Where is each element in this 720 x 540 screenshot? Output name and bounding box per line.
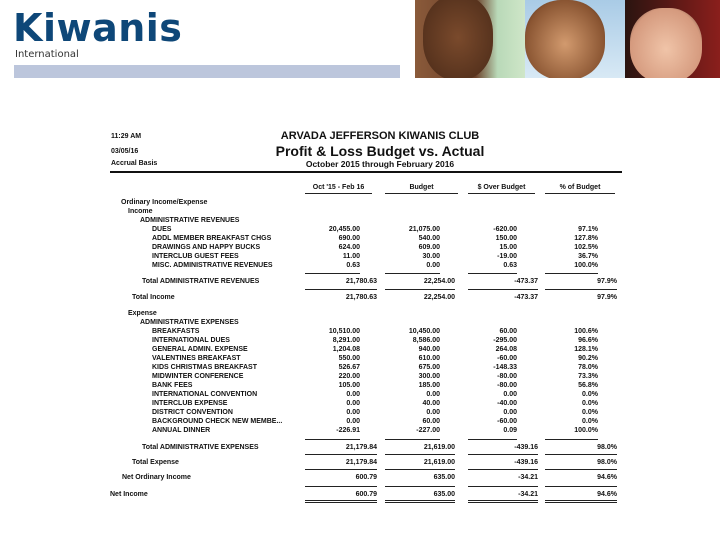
column-header-budget: Budget [385, 184, 458, 194]
row-label: INTERNATIONAL CONVENTION [152, 391, 258, 398]
row-label: Expense [128, 310, 157, 317]
row-label: BANK FEES [152, 382, 193, 389]
table-row [110, 390, 625, 399]
row-label: Net Income [110, 491, 148, 498]
cell-over-budget: -295.00 [493, 337, 517, 344]
report-time: 11:29 AM [111, 133, 142, 140]
row-label: INTERNATIONAL DUES [152, 337, 230, 344]
row-label: DUES [152, 226, 172, 233]
cell-budget: 0.00 [426, 409, 440, 416]
cell-actual: 21,179.84 [345, 459, 377, 466]
row-label: ANNUAL DINNER [152, 427, 211, 434]
cell-budget: 21,619.00 [423, 444, 455, 451]
report-basis: Accrual Basis [111, 160, 158, 167]
row-label: Ordinary Income/Expense [121, 199, 208, 206]
group-row [110, 318, 625, 327]
cell-over-budget: -439.16 [514, 444, 538, 451]
sub-total-row [110, 293, 625, 302]
row-label: Total ADMINISTRATIVE REVENUES [142, 278, 260, 285]
cell-budget: 609.00 [418, 244, 440, 251]
total-underline [305, 454, 377, 455]
total-underline [468, 439, 517, 440]
cell-over-budget: -19.00 [497, 253, 517, 260]
cell-budget: 22,254.00 [423, 278, 455, 285]
row-label: VALENTINES BREAKFAST [152, 355, 241, 362]
cell-over-budget: -34.21 [518, 491, 538, 498]
cell-actual: 220.00 [338, 373, 360, 380]
row-label: BREAKFASTS [152, 328, 200, 335]
cell-pct-budget: 127.8% [574, 235, 598, 242]
table-row [110, 234, 625, 243]
total-underline [305, 469, 377, 470]
total-underline [468, 289, 538, 290]
table-row [110, 381, 625, 390]
cell-pct-budget: 97.9% [597, 278, 617, 285]
cell-actual: 21,780.63 [345, 278, 377, 285]
cell-pct-budget: 102.5% [574, 244, 598, 251]
cell-pct-budget: 96.6% [578, 337, 598, 344]
cell-over-budget: -40.00 [497, 400, 517, 407]
table-row [110, 363, 625, 372]
cell-actual: 0.63 [346, 262, 360, 269]
cell-over-budget: 60.00 [499, 328, 517, 335]
row-label: BACKGROUND CHECK NEW MEMBE... [152, 418, 283, 425]
total-underline [468, 273, 517, 274]
company-name: ARVADA JEFFERSON KIWANIS CLUB [280, 130, 480, 142]
total-underline [385, 454, 455, 455]
kiwanis-logo: Kiwanis [13, 6, 183, 50]
table-row [110, 252, 625, 261]
total-underline [545, 486, 617, 487]
cell-budget: 10,450.00 [408, 328, 440, 335]
cell-pct-budget: 94.6% [597, 474, 617, 481]
cell-actual: -226.91 [336, 427, 360, 434]
total-underline [385, 469, 455, 470]
cell-pct-budget: 78.0% [578, 364, 598, 371]
cell-actual: 0.00 [346, 418, 360, 425]
row-label: DRAWINGS AND HAPPY BUCKS [152, 244, 261, 251]
total-underline [385, 486, 455, 487]
row-label: Total Income [132, 294, 175, 301]
cell-budget: 0.00 [426, 391, 440, 398]
total-underline [545, 469, 617, 470]
cell-actual: 690.00 [338, 235, 360, 242]
table-row [110, 336, 625, 345]
row-label: KIDS CHRISTMAS BREAKFAST [152, 364, 258, 371]
double-underline [468, 500, 538, 503]
cell-over-budget: 0.63 [503, 262, 517, 269]
cell-pct-budget: 36.7% [578, 253, 598, 260]
table-row [110, 408, 625, 417]
row-label: ADMINISTRATIVE REVENUES [140, 217, 240, 224]
double-underline [385, 500, 455, 503]
cell-pct-budget: 73.3% [578, 373, 598, 380]
table-row [110, 261, 625, 270]
cell-budget: 540.00 [418, 235, 440, 242]
total-underline [385, 439, 440, 440]
cell-budget: 675.00 [418, 364, 440, 371]
header-rule [110, 171, 622, 173]
total-underline [305, 439, 360, 440]
cell-budget: 30.00 [422, 253, 440, 260]
table-row [110, 426, 625, 435]
cell-over-budget: 0.00 [503, 409, 517, 416]
row-label: Total Expense [132, 459, 179, 466]
group-total-row [110, 443, 625, 452]
report-period: October 2015 through February 2016 [305, 159, 455, 169]
cell-actual: 550.00 [338, 355, 360, 362]
report-rows [110, 198, 625, 499]
cell-budget: 185.00 [418, 382, 440, 389]
row-label: INTERCLUB GUEST FEES [152, 253, 239, 260]
cell-budget: 940.00 [418, 346, 440, 353]
column-header-pct-budget: % of Budget [545, 184, 615, 194]
cell-pct-budget: 128.1% [574, 346, 598, 353]
cell-actual: 21,780.63 [345, 294, 377, 301]
cell-over-budget: -60.00 [497, 418, 517, 425]
cell-over-budget: -473.37 [514, 294, 538, 301]
cell-over-budget: -80.00 [497, 382, 517, 389]
cell-budget: 635.00 [433, 491, 455, 498]
cell-budget: 21,619.00 [423, 459, 455, 466]
total-underline [545, 273, 598, 274]
report-date: 03/05/16 [111, 148, 139, 155]
subsection-row [110, 309, 625, 318]
row-label: ADMINISTRATIVE EXPENSES [140, 319, 239, 326]
cell-pct-budget: 100.6% [574, 328, 598, 335]
sub-total-row [110, 458, 625, 467]
cell-actual: 21,179.84 [345, 444, 377, 451]
total-underline [545, 289, 617, 290]
group-row [110, 216, 625, 225]
cell-over-budget: -473.37 [514, 278, 538, 285]
cell-budget: 21,075.00 [408, 226, 440, 233]
cell-budget: 60.00 [422, 418, 440, 425]
cell-pct-budget: 90.2% [578, 355, 598, 362]
table-row [110, 345, 625, 354]
cell-budget: 635.00 [433, 474, 455, 481]
total-underline [468, 454, 538, 455]
cell-over-budget: 15.00 [499, 244, 517, 251]
cell-pct-budget: 100.0% [574, 427, 598, 434]
cell-over-budget: -148.33 [493, 364, 517, 371]
cell-pct-budget: 98.0% [597, 459, 617, 466]
row-label: DISTRICT CONVENTION [152, 409, 233, 416]
total-underline [468, 469, 538, 470]
cell-actual: 600.79 [355, 474, 377, 481]
cell-pct-budget: 56.8% [578, 382, 598, 389]
cell-actual: 105.00 [338, 382, 360, 389]
cell-actual: 1,204.08 [332, 346, 360, 353]
cell-over-budget: 0.00 [503, 391, 517, 398]
double-underline [305, 500, 377, 503]
total-underline [305, 273, 360, 274]
cell-budget: 0.00 [426, 262, 440, 269]
cell-pct-budget: 100.0% [574, 262, 598, 269]
cell-over-budget: 0.09 [503, 427, 517, 434]
cell-over-budget: -439.16 [514, 459, 538, 466]
cell-over-budget: -80.00 [497, 373, 517, 380]
cell-pct-budget: 0.0% [582, 391, 598, 398]
cell-over-budget: -60.00 [497, 355, 517, 362]
section-total-row [110, 473, 625, 482]
column-header-actual: Oct '15 - Feb 16 [305, 184, 372, 194]
cell-actual: 11.00 [342, 253, 360, 260]
table-row [110, 327, 625, 336]
double-underline [545, 500, 617, 503]
table-row [110, 225, 625, 234]
cell-actual: 0.00 [346, 400, 360, 407]
cell-budget: -227.00 [416, 427, 440, 434]
cell-pct-budget: 0.0% [582, 409, 598, 416]
table-row [110, 372, 625, 381]
cell-over-budget: -620.00 [493, 226, 517, 233]
cell-budget: 8,586.00 [412, 337, 440, 344]
cell-actual: 624.00 [338, 244, 360, 251]
cell-actual: 526.67 [338, 364, 360, 371]
cell-budget: 40.00 [422, 400, 440, 407]
group-total-row [110, 277, 625, 286]
table-row [110, 243, 625, 252]
cell-over-budget: 264.08 [495, 346, 517, 353]
table-row [110, 399, 625, 408]
row-label: INTERCLUB EXPENSE [152, 400, 228, 407]
row-label: GENERAL ADMIN. EXPENSE [152, 346, 248, 353]
report-title: Profit & Loss Budget vs. Actual [275, 143, 485, 159]
total-underline [385, 273, 440, 274]
cell-actual: 600.79 [355, 491, 377, 498]
row-label: Total ADMINISTRATIVE EXPENSES [142, 444, 259, 451]
logo-subtitle: International [15, 49, 79, 60]
total-underline [305, 289, 377, 290]
cell-pct-budget: 97.9% [597, 294, 617, 301]
row-label: MISC. ADMINISTRATIVE REVENUES [152, 262, 273, 269]
cell-pct-budget: 94.6% [597, 491, 617, 498]
subsection-row [110, 207, 625, 216]
cell-actual: 8,291.00 [332, 337, 360, 344]
cell-actual: 0.00 [346, 409, 360, 416]
table-row [110, 354, 625, 363]
cell-budget: 610.00 [418, 355, 440, 362]
cell-actual: 0.00 [346, 391, 360, 398]
total-underline [545, 454, 617, 455]
cell-budget: 300.00 [418, 373, 440, 380]
cell-actual: 10,510.00 [328, 328, 360, 335]
grand-total-row [110, 490, 625, 499]
cell-pct-budget: 0.0% [582, 418, 598, 425]
column-header-over-budget: $ Over Budget [468, 184, 535, 194]
cell-over-budget: -34.21 [518, 474, 538, 481]
total-underline [545, 439, 598, 440]
cell-pct-budget: 98.0% [597, 444, 617, 451]
total-underline [468, 486, 538, 487]
total-underline [385, 289, 455, 290]
cell-over-budget: 150.00 [495, 235, 517, 242]
row-label: Net Ordinary Income [122, 474, 191, 481]
cell-actual: 20,455.00 [328, 226, 360, 233]
row-label: MIDWINTER CONFERENCE [152, 373, 244, 380]
table-row [110, 417, 625, 426]
cell-budget: 22,254.00 [423, 294, 455, 301]
cell-pct-budget: 97.1% [578, 226, 598, 233]
row-label: ADDL MEMBER BREAKFAST CHGS [152, 235, 272, 242]
cell-pct-budget: 0.0% [582, 400, 598, 407]
total-underline [305, 486, 377, 487]
section-row [110, 198, 625, 207]
row-label: Income [128, 208, 153, 215]
